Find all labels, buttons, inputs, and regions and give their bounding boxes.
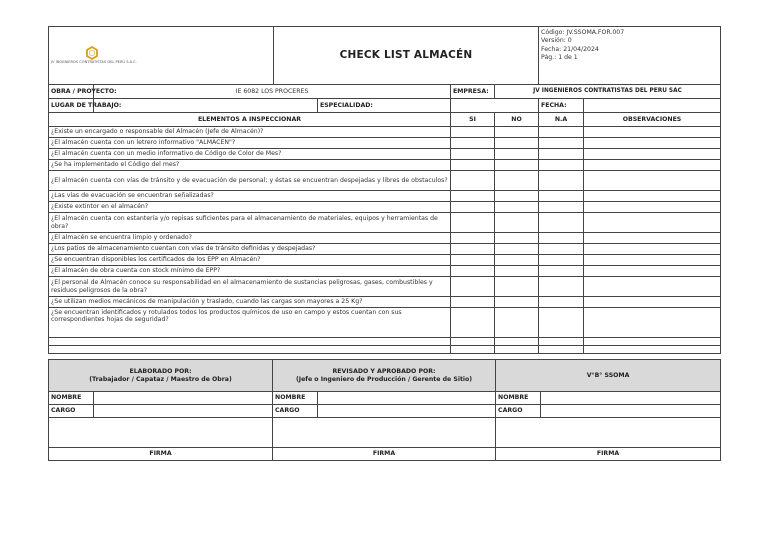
- cargo-label: CARGO: [49, 405, 94, 418]
- revisado-title: REVISADO Y APROBADO POR:: [332, 368, 436, 376]
- signature-table: [48, 359, 721, 461]
- cargo-label: CARGO: [496, 405, 541, 418]
- lugar-value[interactable]: [94, 99, 318, 113]
- item-question: ¿Se encuentran identificados y rotulados todos los productos químicos de uso en campo y estos cuentan con sus correspondientes hojas de seguridad?: [49, 308, 451, 338]
- document-code-info: [539, 27, 721, 85]
- obs-cell[interactable]: [584, 266, 721, 277]
- firma-label: FIRMA: [273, 448, 496, 461]
- table-row: [49, 297, 721, 308]
- na-cell[interactable]: [539, 244, 584, 255]
- na-cell[interactable]: [539, 202, 584, 213]
- empty-question-cell[interactable]: [49, 338, 451, 346]
- no-cell[interactable]: [495, 346, 539, 354]
- table-row: [49, 266, 721, 277]
- signature-header-row: [49, 360, 721, 392]
- item-question: ¿El almacén cuenta con un medio informativo de Código de Color de Mes?: [49, 149, 451, 160]
- form-title: CHECK LIST ALMACÉN: [274, 27, 539, 85]
- no-cell[interactable]: [495, 233, 539, 244]
- no-cell[interactable]: [495, 160, 539, 171]
- firma-label: FIRMA: [496, 448, 721, 461]
- table-row: [49, 171, 721, 191]
- col-si: SI: [451, 113, 495, 127]
- obs-cell[interactable]: [584, 138, 721, 149]
- na-cell[interactable]: [539, 255, 584, 266]
- nombre-row: [49, 392, 721, 405]
- vb-ssoma-header: V°B° SSOMA: [496, 360, 721, 392]
- si-cell[interactable]: [451, 171, 495, 191]
- item-question: ¿Existe un encargado o responsable del Almacén (Jefe de Almacén)?: [49, 127, 451, 138]
- lugar-label: LUGAR DE TRABAJO:: [49, 99, 94, 113]
- obra-row: [49, 85, 721, 99]
- na-cell[interactable]: [539, 338, 584, 346]
- col-na: N.A: [539, 113, 584, 127]
- item-question: ¿El almacén cuenta con estantería y/o repisas suficientes para el almacenamiento de materiales, equipos y herramientas de obra?: [49, 213, 451, 233]
- especialidad-label: ESPECIALIDAD:: [318, 99, 451, 113]
- si-cell[interactable]: [451, 255, 495, 266]
- elaborado-title: ELABORADO POR:: [129, 368, 192, 376]
- item-question: ¿Los patios de almacenamiento cuentan con vías de tránsito definidas y despejadas?: [49, 244, 451, 255]
- vb-cargo-field[interactable]: [541, 405, 721, 418]
- doc-version: Versión: 0: [541, 37, 572, 45]
- item-question: ¿El almacén cuenta con un letrero informativo "ALMACEN"?: [49, 138, 451, 149]
- na-cell[interactable]: [539, 233, 584, 244]
- nombre-label: NOMBRE: [49, 392, 94, 405]
- obra-label: OBRA / PROYECTO:: [49, 85, 94, 99]
- na-cell[interactable]: [539, 277, 584, 297]
- si-cell[interactable]: [451, 233, 495, 244]
- checklist-table: [48, 26, 721, 354]
- si-cell[interactable]: [451, 127, 495, 138]
- checklist-form: [48, 26, 720, 461]
- na-cell[interactable]: [539, 171, 584, 191]
- table-row: [49, 191, 721, 202]
- obs-cell[interactable]: [584, 297, 721, 308]
- obs-cell[interactable]: [584, 127, 721, 138]
- doc-code: Código: JV.SSOMA.FOR.007: [541, 29, 625, 36]
- table-row: [49, 149, 721, 160]
- signature-space-row: [49, 418, 721, 448]
- elaborado-signature-area[interactable]: [49, 418, 273, 448]
- empty-row: [49, 338, 721, 346]
- company-logo-icon: [85, 46, 99, 60]
- no-cell[interactable]: [495, 202, 539, 213]
- obs-cell[interactable]: [584, 308, 721, 338]
- logo-text: JV INGENIEROS CONTRATISTAS DEL PERÚ S.A.C.: [51, 60, 137, 65]
- no-cell[interactable]: [495, 127, 539, 138]
- revisado-cargo-field[interactable]: [318, 405, 496, 418]
- si-cell[interactable]: [451, 346, 495, 354]
- si-cell[interactable]: [451, 191, 495, 202]
- na-cell[interactable]: [539, 160, 584, 171]
- doc-page: Pág.: 1 de 1: [541, 54, 578, 62]
- cargo-label: CARGO: [273, 405, 318, 418]
- revisado-nombre-field[interactable]: [318, 392, 496, 405]
- table-row: [49, 255, 721, 266]
- nombre-label: NOMBRE: [273, 392, 318, 405]
- revisado-sub: (Jefe o Ingeniero de Producción / Gerente de Sitio): [295, 375, 473, 383]
- elaborado-cargo-field[interactable]: [94, 405, 273, 418]
- no-cell[interactable]: [495, 255, 539, 266]
- na-cell[interactable]: [539, 266, 584, 277]
- item-question: ¿Se ha implementado el Código del mes?: [49, 160, 451, 171]
- na-cell[interactable]: [539, 127, 584, 138]
- especialidad-value[interactable]: [451, 99, 539, 113]
- table-row: [49, 308, 721, 338]
- obs-cell[interactable]: [584, 277, 721, 297]
- item-question: ¿Las vías de evacuación se encuentran señalizadas?: [49, 191, 451, 202]
- si-cell[interactable]: [451, 160, 495, 171]
- elaborado-header: [49, 360, 273, 392]
- header-row: [49, 27, 721, 85]
- firma-row: [49, 448, 721, 461]
- obs-cell[interactable]: [584, 149, 721, 160]
- no-cell[interactable]: [495, 266, 539, 277]
- empty-question-cell[interactable]: [49, 346, 451, 354]
- obs-cell[interactable]: [584, 171, 721, 191]
- fecha-value[interactable]: [584, 99, 721, 113]
- obra-value[interactable]: IE 6082 LOS PROCERES: [94, 85, 451, 99]
- na-cell[interactable]: [539, 297, 584, 308]
- column-header-row: [49, 113, 721, 127]
- obs-cell[interactable]: [584, 160, 721, 171]
- cargo-row: [49, 405, 721, 418]
- table-row: [49, 233, 721, 244]
- obs-cell[interactable]: [584, 255, 721, 266]
- no-cell[interactable]: [495, 308, 539, 338]
- item-question: ¿El almacén cuenta con vías de tránsito y de evacuación de personal; y éstas se encuentran despejadas y libres de obstaculos?: [49, 171, 451, 191]
- no-cell[interactable]: [495, 191, 539, 202]
- obs-cell[interactable]: [584, 191, 721, 202]
- no-cell[interactable]: [495, 149, 539, 160]
- obs-cell[interactable]: [584, 338, 721, 346]
- na-cell[interactable]: [539, 346, 584, 354]
- si-cell[interactable]: [451, 338, 495, 346]
- na-cell[interactable]: [539, 149, 584, 160]
- obs-cell[interactable]: [584, 346, 721, 354]
- revisado-signature-area[interactable]: [273, 418, 496, 448]
- col-observaciones: OBSERVACIONES: [584, 113, 721, 127]
- obs-cell[interactable]: [584, 233, 721, 244]
- table-row: [49, 244, 721, 255]
- table-row: [49, 127, 721, 138]
- vb-nombre-field[interactable]: [541, 392, 721, 405]
- no-cell[interactable]: [495, 244, 539, 255]
- obs-cell[interactable]: [584, 202, 721, 213]
- revisado-header: [273, 360, 496, 392]
- na-cell[interactable]: [539, 191, 584, 202]
- fecha-label: FECHA:: [539, 99, 584, 113]
- item-question: ¿El almacén se encuentra limpio y ordenado?: [49, 233, 451, 244]
- item-question: ¿Se utilizan medios mecánicos de manipulación y traslado, cuando las cargas son mayores a 25 Kg?: [49, 297, 451, 308]
- table-row: [49, 202, 721, 213]
- vb-signature-area[interactable]: [496, 418, 721, 448]
- elaborado-sub: (Trabajador / Capataz / Maestro de Obra): [89, 375, 232, 383]
- table-row: [49, 160, 721, 171]
- col-no: NO: [495, 113, 539, 127]
- empty-row: [49, 346, 721, 354]
- obs-cell[interactable]: [584, 244, 721, 255]
- nombre-label: NOMBRE: [496, 392, 541, 405]
- obs-cell[interactable]: [584, 213, 721, 233]
- si-cell[interactable]: [451, 202, 495, 213]
- si-cell[interactable]: [451, 297, 495, 308]
- item-question: ¿Existe extintor en el almacén?: [49, 202, 451, 213]
- na-cell[interactable]: [539, 213, 584, 233]
- table-row: [49, 213, 721, 233]
- table-row: [49, 138, 721, 149]
- empresa-label: EMPRESA:: [451, 85, 495, 99]
- si-cell[interactable]: [451, 213, 495, 233]
- item-question: ¿El personal de Almacén conoce su responsabilidad en el almacenamiento de sustancias peligrosas, gases, combustibles y residuos peligrosos de la obra?: [49, 277, 451, 297]
- table-row: [49, 277, 721, 297]
- item-question: ¿El almacén de obra cuenta con stock mínimo de EPP?: [49, 266, 451, 277]
- no-cell[interactable]: [495, 138, 539, 149]
- empresa-value[interactable]: JV INGENIEROS CONTRATISTAS DEL PERU SAC: [495, 85, 721, 99]
- item-question: ¿Se encuentran disponibles los certificados de los EPP en Almacén?: [49, 255, 451, 266]
- na-cell[interactable]: [539, 308, 584, 338]
- firma-label: FIRMA: [49, 448, 273, 461]
- si-cell[interactable]: [451, 266, 495, 277]
- si-cell[interactable]: [451, 308, 495, 338]
- elaborado-nombre-field[interactable]: [94, 392, 273, 405]
- logo-cell: [49, 27, 274, 85]
- col-elementos: ELEMENTOS A INSPECCIONAR: [49, 113, 451, 127]
- si-cell[interactable]: [451, 138, 495, 149]
- no-cell[interactable]: [495, 277, 539, 297]
- no-cell[interactable]: [495, 297, 539, 308]
- no-cell[interactable]: [495, 171, 539, 191]
- doc-date: Fecha: 21/04/2024: [541, 45, 599, 53]
- lugar-row: [49, 99, 721, 113]
- na-cell[interactable]: [539, 138, 584, 149]
- si-cell[interactable]: [451, 244, 495, 255]
- si-cell[interactable]: [451, 149, 495, 160]
- si-cell[interactable]: [451, 277, 495, 297]
- no-cell[interactable]: [495, 338, 539, 346]
- no-cell[interactable]: [495, 213, 539, 233]
